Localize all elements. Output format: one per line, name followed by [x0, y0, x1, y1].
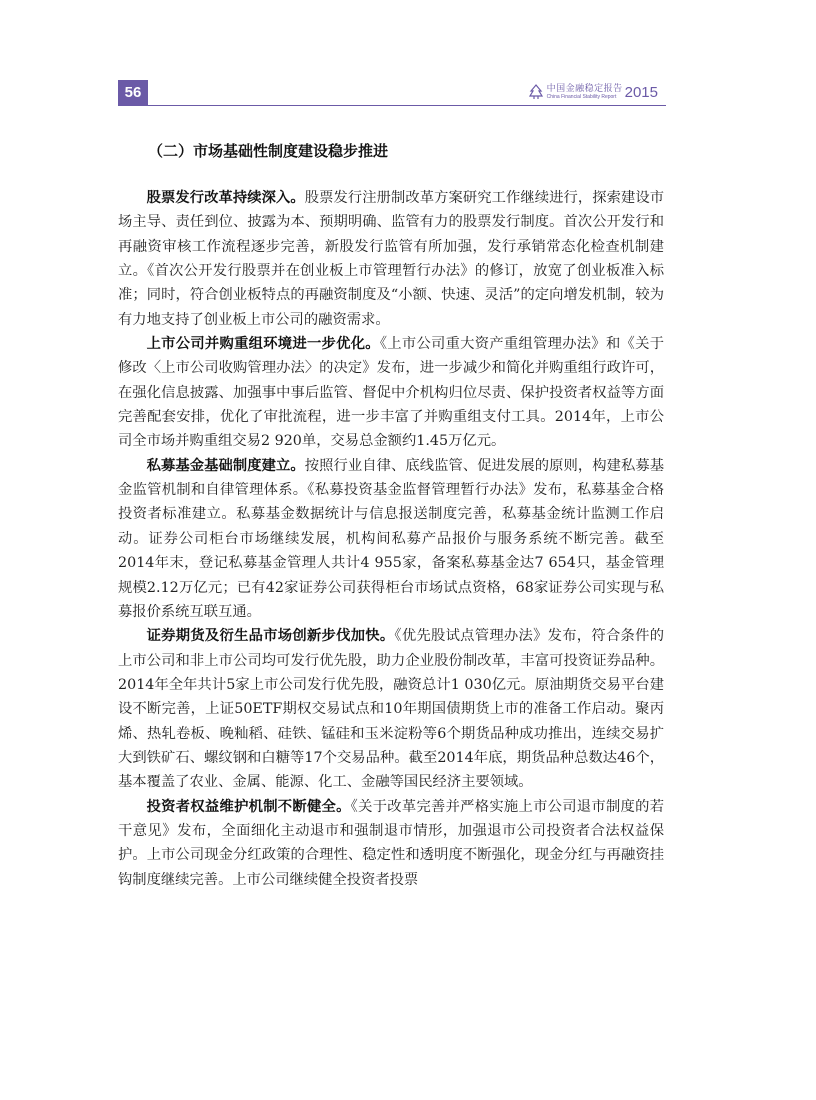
paragraph-body: 《优先股试点管理办法》发布，符合条件的上市公司和非上市公司均可发行优先股，助力企业股份制改革，丰富可投资证券品种。2014年全年共计5家上市公司发行优先股，融资总计1 030亿元。原油期货交易平台建设不断完善，上证50ETF期权交易试点和10年期国债期货上市的准备工作启动。聚丙烯、热轧卷板、晚籼稻、硅铁、锰硅和玉米淀粉等6个期货品种成功推出，连续交易扩大到铁矿石、螺纹钢和白糖等17个交易品种。截至2014年底，期货品种总数达46个，基本覆盖了农业、金属、能源、化工、金融等国民经济主要领域。	[118, 628, 664, 791]
page-number: 56	[118, 80, 148, 106]
paragraph-lead: 股票发行改革持续深入。	[146, 190, 305, 206]
brand-text	[547, 84, 623, 100]
report-year: 2015	[624, 83, 658, 101]
section-title: （二）市场基础性制度建设稳步推进	[148, 142, 389, 160]
paragraph-investor-protection	[118, 795, 664, 892]
paragraph-lead: 投资者权益维护机制不断健全。	[146, 798, 351, 815]
brand-title-en: China Financial Stability Report	[546, 94, 617, 100]
page-header	[118, 80, 666, 106]
paragraph-lead: 上市公司并购重组环境进一步优化。	[146, 336, 380, 353]
paragraph-body: 《关于改革完善并严格实施上市公司退市制度的若干意见》发布，全面细化主动退市和强制退市情形，加强退市公司投资者合法权益保护。上市公司现金分红政策的合理性、稳定性和透明度不断强化，现金分红与再融资挂钩制度继续完善。上市公司继续健全投资者投票	[118, 798, 664, 888]
page-content	[118, 138, 664, 892]
paragraph-stock-issuance	[118, 186, 664, 332]
paragraph-lead: 证券期货及衍生品市场创新步伐加快。	[146, 628, 395, 645]
paragraph-body: 按照行业自律、底线监管、促进发展的原则，构建私募基金监管机制和自律管理体系。《私募投资基金监督管理暂行办法》发布，私募基金合格投资者标准建立。私募基金数据统计与信息报送制度完善，私募基金统计监测工作启动。证券公司柜台市场继续发展，机构间私募产品报价与服务系统不断完善。截至2014年末，登记私募基金管理人共计4 955家，备案私募基金达7 654只，基金管理规模2.12万亿元；已有42家证券公司获得柜台市场试点资格，68家证券公司实现与私募报价系统互联互通。	[118, 457, 665, 620]
brand-title-cn: 中国金融稳定报告	[546, 83, 623, 93]
paragraph-lead: 私募基金基础制度建立。	[146, 457, 305, 474]
paragraph-body: 《上市公司重大资产重组管理办法》和《关于修改〈上市公司收购管理办法〉的决定》发布，进一步减少和简化并购重组行政许可，在强化信息披露、加强事中事后监管、督促中介机构归位尽责、保护投资者权益等方面完善配套安排，优化了审批流程，进一步丰富了并购重组支付工具。2014年，上市公司全市场并购重组交易2 920单，交易总金额约1.45万亿元。	[118, 336, 664, 450]
paragraph-mergers	[118, 332, 664, 454]
paragraph-private-funds	[118, 454, 664, 624]
header-rule	[148, 105, 666, 107]
paragraph-body: 股票发行注册制改革方案研究工作继续进行，探索建设市场主导、责任到位、披露为本、预期明确、监管有力的股票发行制度。首次公开发行和再融资审核工作流程逐步完善，新股发行监管有所加强，发行承销常态化检查机制建立。《首次公开发行股票并在创业板上市管理暂行办法》的修订，放宽了创业板准入标准；同时，符合创业板特点的再融资制度及“小额、快速、灵活”的定向增发机制，较为有力地支持了创业板上市公司的融资需求。	[118, 190, 665, 328]
report-brand	[528, 80, 658, 104]
paragraph-derivatives	[118, 624, 664, 794]
pagoda-logo-icon	[528, 84, 544, 100]
